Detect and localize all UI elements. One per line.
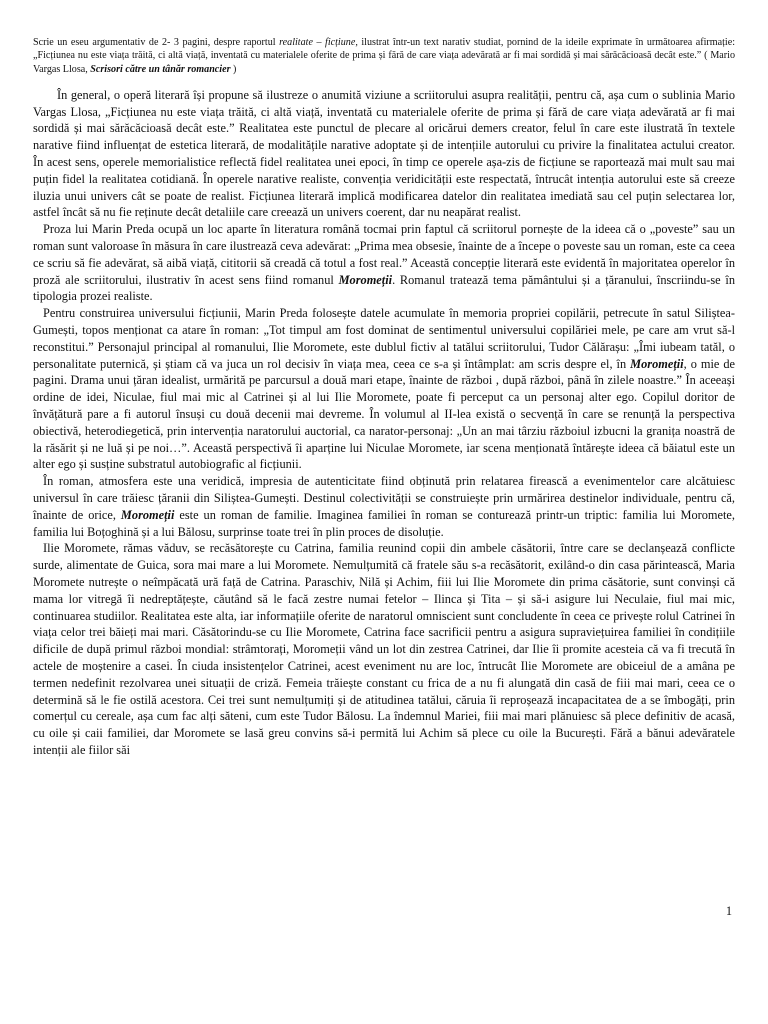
prompt-topic: realitate – ficțiune <box>279 37 356 48</box>
paragraph-5: Ilie Moromete, rămas văduv, se recăsătorește cu Catrina, familia reunind copii din ambele căsătorii, între care se declanșează conflicte surde, alimentate de Guica, sora mai mare a lui Moromete. Nemulțumită că fratele său s-a recăsătorit, exilând-o din casa părintească, Maria Moromete nutrește o neîmpăcată ură față de Catrina. Paraschiv, Nilă și Achim, fiii lui Ilie Moromete din prima căsătorie, sunt convinși că mama lor vitregă îi nedreptățește, căutând să le facă zestre numai fetelor – Ilinca și Tita – și să-i asigure lui Neculaie, fiul mai mic, continuarea studiilor. Realitatea este alta, iar informațiile oferite de naratorul omniscient sunt concludente în ceea ce privește rolul Catrinei în viața celor trei băieți mai mari. Căsătorindu-se cu Ilie Moromete, Catrina face sacrificii pentru a asigura supraviețuirea familiei în condițiile dificile de după primul război mondial: strâmtorați, Moromeții vând un lot din zestrea Catrinei, dar Ilie îi promite acesteia că va fi trecută în actele de moștenire a casei. În ciuda insistențelor Catrinei, acest eveniment nu are loc, întrucât Ilie Moromete are obiceiul de a amâna pe termen nedefinit rezolvarea unei situații de criză. Femeia trăiește constant cu frica de a nu fi alungată din casă de fiii mai mari, ceea ce o determină să le fie ostilă acestora. Cei trei sunt nemulțumiți și de atitudinea tatălui, căruia îi reproșează incapacitatea de a se îmbogăți, prin comerțul cu cereale, așa cum fac alți săteni, cum este Tudor Bălosu. La îndemnul Mariei, fiii mai mari plănuiesc să plece definitiv de acasă, cu oile și caii familiei, dar Moromete se lasă greu convins să-i permită lui Achim să plece cu oile la București. Fără a bănui adevăratele intenții ale fiilor săi <box>33 541 735 757</box>
paragraph-3-text-a: Pentru construirea universului ficțiunii, Marin Preda folosește datele acumulate în memoria propriei copilării, petrecute în satul Siliștea-Gumești, topos menționat ca atare în roman: „Tot timpul am fost dominat de sentimentul universului copilăriei mele, pe care am vrut să-l reconstitui.” Personajul principal al romanului, Ilie Moromete, este dublul fictiv al tatălui scriitorului, Tudor Călărașu: „Îmi iubeam tatăl, o personalitate puternică, și știam că va juca un rol decisiv în viața mea, ceea ce s-a și întâmplat: am scris despre el, în <box>33 306 735 371</box>
paragraph-1: În general, o operă literară își propune să ilustreze o anumită viziune a scriitorului asupra realității, pentru că, așa cum o sublinia Mario Vargas Llosa, „Ficțiunea nu este viața trăită, ci altă viață, inventată cu materialele oferite de prima și fără de care viața adevărată ar fi mai sordidă și mai sărăcăcioasă decât este.” Realitatea este punctul de plecare al oricărui demers creator, felul în care este ilustrată în textele narative fiind influențat de estetica literară, de modalitățile narative adoptate și de intențiile autorului cu privire la finalitatea actului creator. În acest sens, operele memorialistice reflectă fidel realitatea unei epoci, în timp ce operele așa-zis de ficțiune se raportează mai mult sau mai puțin fidel la realitatea cotidiană. În operele narative realiste, convenția veridicității este respectată, întrucât intenția autorului este să creeze iluzia unui univers cât se poate de realist. Ficțiunea literară implică modificarea datelor din realitatea imediată sau cel puțin selectarea lor, astfel încât să nu fie reținute decât detaliile care creează un univers coerent, dar nu neapărat realist. <box>33 87 735 220</box>
page-number: 1 <box>725 904 732 918</box>
paragraph-4 <box>33 473 735 540</box>
prompt-text-1: Scrie un eseu argumentativ de 2- 3 pagini, despre raportul <box>33 37 280 48</box>
novel-title: Moromeții <box>338 272 393 287</box>
prompt-text-3: ) <box>230 63 237 75</box>
paragraph-3-text-b: , o mie de pagini. Drama unui țăran idealist, urmărită pe parcursul a două mari etape, înainte de război , după război, până în zilele noastre.” În aceeași ordine de idei, Niculae, fiul mai mic al Catrinei și al lui Ilie Moromete, poate fi perceput ca un personaj alter ego. Copilul doritor de învățătură pare a fi autorul însuși cu două decenii mai devreme. În volumul al II-lea există o secvență în care se renunță la perspectiva obiectivă, heterodiegetică, prin intervenția naratorului auctorial, ca narator-personaj: „Un an mai târziu războiul izbucni la granița noastră de la răsărit și ne luă și pe noi…”. Această perspectivă îi aparține lui Niculae Moromete, iar scena menționată întărește ideea că băiatul este un alter ego și susține substratul autobiografic al ficțiunii. <box>33 356 735 472</box>
novel-title: Moromeții <box>630 356 684 371</box>
essay-prompt <box>33 36 735 76</box>
paragraph-4-text-b: este un roman de familie. Imaginea familiei în roman se conturează printr-un triptic: familia lui Moromete, familia lui Boțoghină și a lui Bălosu, surprinse toate trei în plin proces de disoluție. <box>33 507 735 539</box>
novel-title: Moromeții <box>120 507 175 522</box>
paragraph-4-text-a: În roman, atmosfera este una veridică, impresia de autenticitate fiind obținută prin relatarea firească a evenimentelor care alcătuiesc universul în care trăiesc țăranii din Siliștea-Gumești. Destinul colectivității se construiește prin urmărirea destinelor individuale, pentru că, înainte de orice, <box>33 474 735 522</box>
essay-body <box>33 87 735 759</box>
paragraph-2 <box>33 221 735 305</box>
paragraph-3 <box>33 305 735 473</box>
paragraph-2-text-b: . Romanul tratează tema pământului și a țăranului, înscriindu-se în tipologia prozei realiste. <box>33 272 735 304</box>
paragraph-2-text-a: Proza lui Marin Preda ocupă un loc aparte în literatura română tocmai prin faptul că scriitorul pornește de la ideea că o „poveste” sau un roman sunt valoroase în măsura în care ilustrează ceva adevărat: „Prima mea obsesie, înainte de a începe o poveste sau un roman, este ca ceea ce scriu să fie adevărat, să aibă viață, cititorii să creadă că totul a fost real.” Această concepție literară este evidentă în majoritatea operelor în proză ale scriitorului, ilustrativ în acest sens fiind romanul <box>33 222 735 287</box>
prompt-book-title: Scrisori către un tânăr romancier <box>90 63 231 75</box>
prompt-text-2: , ilustrat într-un text narativ studiat, pornind de la ideile exprimate în următoarea afirmație: „Ficțiunea nu este viața trăită, ci altă viață, inventată cu materialele oferite de prima și fără de care viața adevărată ar fi mai sordidă și mai sărăcăcioasă decât este.” ( Mario Vargas Llosa, <box>33 37 735 75</box>
